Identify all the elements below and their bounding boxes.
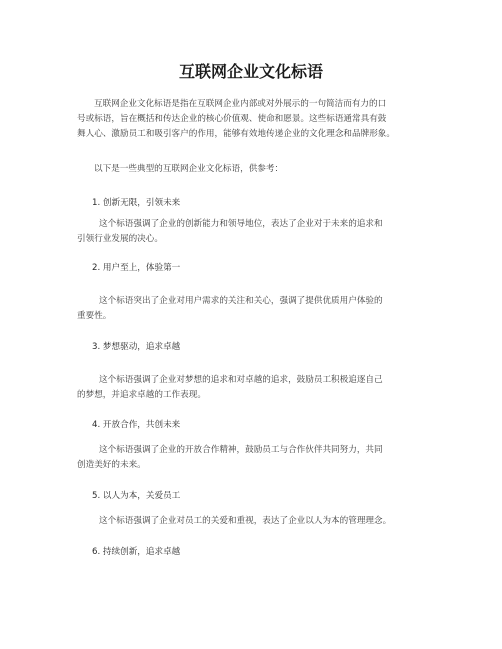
item-description	[77, 217, 437, 247]
lead-paragraph	[77, 162, 437, 177]
item-description	[77, 514, 437, 529]
item-description-line: 的梦想，并追求卓越的工作表现。	[77, 390, 206, 400]
item-description-line: 重要性。	[77, 311, 112, 321]
item-description	[77, 373, 437, 403]
lead-line: 以下是一些典型的互联网企业文化标语，供参考：	[94, 164, 284, 174]
item-heading: 5. 以人为本，关爱员工	[92, 491, 181, 501]
item-description-line: 这个标语强调了企业对员工的关爱和重视，表达了企业以人为本的管理理念。	[99, 516, 392, 526]
intro-line: 号或标语，旨在概括和传达企业的核心价值观、使命和愿景。这些标语通常具有鼓	[77, 114, 387, 124]
page-title: 互联网企业文化标语	[178, 62, 323, 81]
item-description-line: 创造美好的未来。	[77, 460, 146, 470]
intro-line: 互联网企业文化标语是指在互联网企业内部或对外展示的一句简洁而有力的口	[94, 99, 387, 109]
item-description	[77, 443, 437, 473]
item-heading: 1. 创新无限，引领未来	[92, 198, 181, 208]
item-description	[77, 294, 437, 324]
item-description-line: 这个标语突出了企业对用户需求的关注和关心，强调了提供优质用户体验的	[99, 296, 383, 306]
item-description-line: 引领行业发展的决心。	[77, 234, 163, 244]
item-heading: 6. 持续创新，追求卓越	[92, 547, 181, 557]
intro-paragraph	[77, 97, 437, 142]
item-heading: 2. 用户至上，体验第一	[92, 263, 181, 273]
intro-line: 舞人心、激励员工和吸引客户的作用，能够有效地传递企业的文化理念和品牌形象。	[77, 129, 395, 139]
item-description-line: 这个标语强调了企业的开放合作精神，鼓励员工与合作伙伴共同努力，共同	[99, 445, 383, 455]
item-heading: 3. 梦想驱动，追求卓越	[92, 342, 181, 352]
item-description-line: 这个标语强调了企业对梦想的追求和对卓越的追求，鼓励员工积极追逐自己	[99, 375, 383, 385]
item-description-line: 这个标语强调了企业的创新能力和领导地位，表达了企业对于未来的追求和	[99, 219, 383, 229]
item-heading: 4. 开放合作，共创未来	[92, 420, 181, 430]
